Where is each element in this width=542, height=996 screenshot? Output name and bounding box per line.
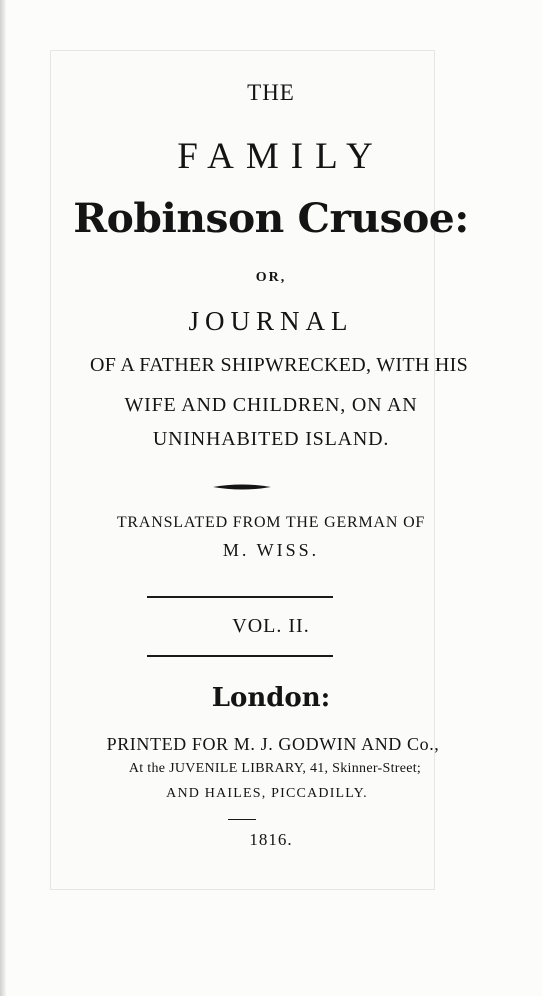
flourish-ornament	[213, 482, 271, 492]
volume-number: VOL. II.	[232, 615, 310, 637]
author-name: M. WISS.	[222, 540, 320, 560]
imprint-printer: PRINTED FOR M. J. GODWIN AND Co.,	[106, 734, 440, 754]
heading-robinson-crusoe: Robinson Crusoe:	[73, 195, 469, 242]
subtitle-line-3: UNINHABITED ISLAND.	[152, 428, 390, 450]
divider-rule-bottom	[147, 655, 333, 657]
imprint-year: 1816.	[249, 830, 293, 849]
heading-the: THE	[247, 80, 295, 105]
imprint-hailes: AND HAILES, PICCADILLY.	[166, 786, 368, 801]
subtitle-line-2: WIFE AND CHILDREN, ON AN	[124, 394, 418, 416]
heading-or: OR,	[255, 270, 287, 285]
imprint-place: London:	[211, 683, 331, 713]
heading-family: FAMILY	[177, 136, 385, 177]
divider-rule-top	[147, 596, 333, 598]
translated-from: TRANSLATED FROM THE GERMAN OF	[116, 514, 426, 531]
subtitle-line-1: OF A FATHER SHIPWRECKED, WITH HIS	[89, 354, 469, 376]
year-rule	[228, 819, 256, 820]
imprint-library: At the JUVENILE LIBRARY, 41, Skinner-Street;	[128, 761, 422, 776]
heading-journal: JOURNAL	[188, 306, 354, 336]
